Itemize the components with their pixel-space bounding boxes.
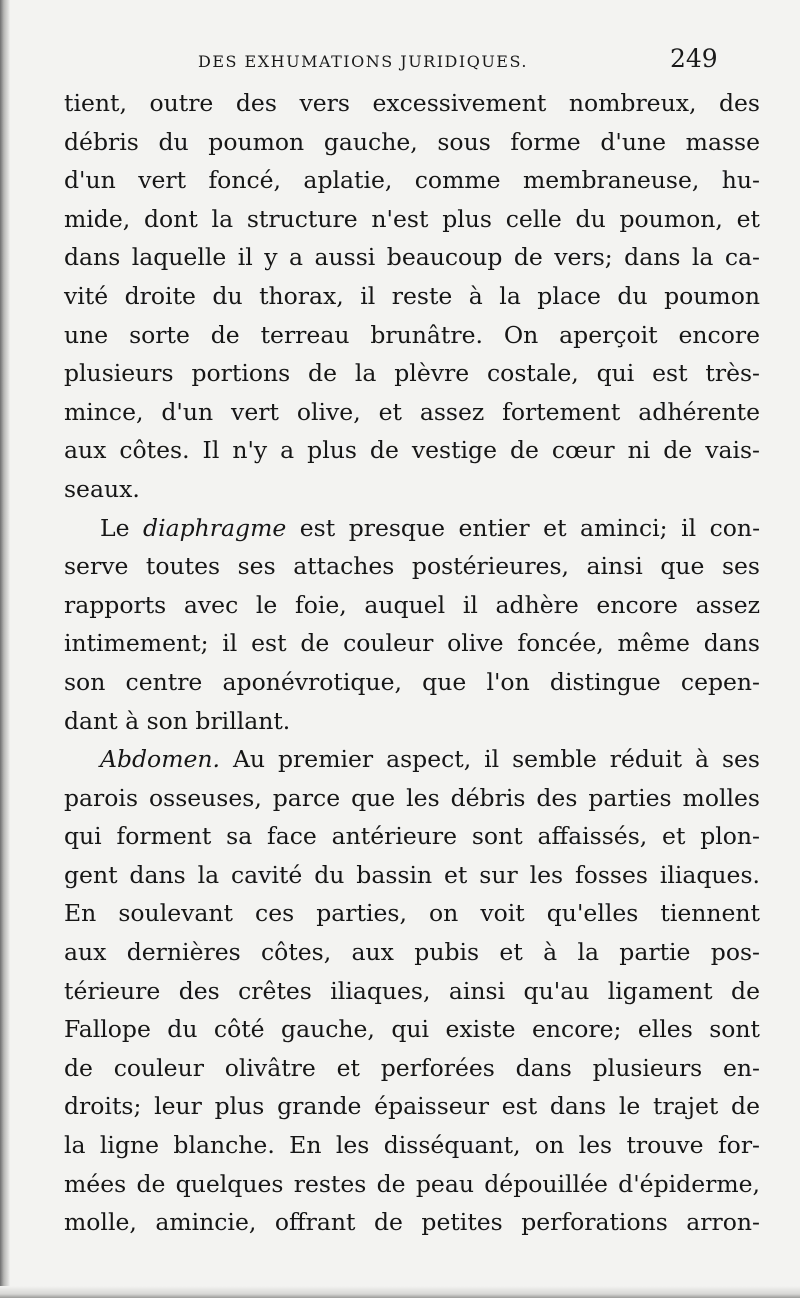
text-line: tient, outre des vers excessivement nombreux, des (64, 89, 760, 117)
text-line: dant à son brillant. (64, 706, 291, 735)
text-line: serve toutes ses attaches postérieures, ainsi que ses (64, 552, 760, 581)
text-line: térieure des crêtes iliaques, ainsi qu'au ligament de (64, 976, 760, 1005)
text-line: rapports avec le foie, auquel il adhère encore assez (64, 590, 760, 619)
running-title: DES EXHUMATIONS JURIDIQUES. (198, 52, 528, 71)
section-term-abdomen: Abdomen. (100, 745, 221, 774)
paragraph-diaphragme (64, 509, 760, 741)
text-line (64, 740, 760, 779)
body-text (64, 84, 760, 1242)
text-line (64, 509, 760, 548)
text-line: mées de quelques restes de peau dépouillée d'épiderme, (64, 1169, 760, 1198)
page-left-edge-shadow (0, 0, 10, 1298)
text-run: est presque entier et aminci; il con- (286, 513, 761, 542)
text-line: gent dans la cavité du bassin et sur les fosses iliaques. (64, 860, 760, 889)
text-line: son centre aponévrotique, que l'on distingue cepen- (64, 667, 760, 696)
text-line: mide, dont la structure n'est plus celle du poumon, et (64, 204, 760, 233)
text-line: En soulevant ces parties, on voit qu'elles tiennent (64, 899, 760, 928)
text-line: plusieurs portions de la plèvre costale, qui est très- (64, 359, 760, 388)
text-line: seaux. (64, 474, 140, 503)
text-run: Au premier aspect, il semble réduit à ses (220, 745, 760, 774)
text-line: qui forment sa face antérieure sont affaissés, et plon- (64, 822, 760, 851)
text-line: débris du poumon gauche, sous forme d'une masse (64, 127, 760, 156)
text-line: molle, amincie, offrant de petites perforations arron- (64, 1208, 760, 1237)
page-number: 249 (670, 44, 718, 73)
page-bottom-edge-shadow (0, 1286, 800, 1298)
text-line: aux dernières côtes, aux pubis et à la partie pos- (64, 938, 760, 967)
text-line: dans laquelle il y a aussi beaucoup de vers; dans la ca- (64, 243, 760, 272)
text-line: parois osseuses, parce que les débris des parties molles (64, 783, 760, 812)
text-line: de couleur olivâtre et perforées dans plusieurs en- (64, 1053, 760, 1082)
text-line: une sorte de terreau brunâtre. On aperçoit encore (64, 320, 760, 349)
text-run: Le (100, 513, 144, 542)
section-term-diaphragme: diaphragme (143, 513, 287, 542)
text-line: droits; leur plus grande épaisseur est dans le trajet de (64, 1092, 760, 1121)
paragraph-abdomen (64, 740, 760, 1242)
text-line: Fallope du côté gauche, qui existe encore; elles sont (64, 1015, 760, 1044)
text-line: mince, d'un vert olive, et assez fortement adhérente (64, 397, 760, 426)
text-line: d'un vert foncé, aplatie, comme membraneuse, hu- (64, 166, 760, 195)
text-line: la ligne blanche. En les disséquant, on les trouve for- (64, 1131, 760, 1160)
text-line: intimement; il est de couleur olive foncée, même dans (64, 629, 760, 658)
text-line: aux côtes. Il n'y a plus de vestige de cœur ni de vais- (64, 436, 760, 465)
text-line: vité droite du thorax, il reste à la place du poumon (64, 281, 760, 310)
page-header (0, 44, 800, 84)
paragraph-1 (64, 84, 760, 509)
